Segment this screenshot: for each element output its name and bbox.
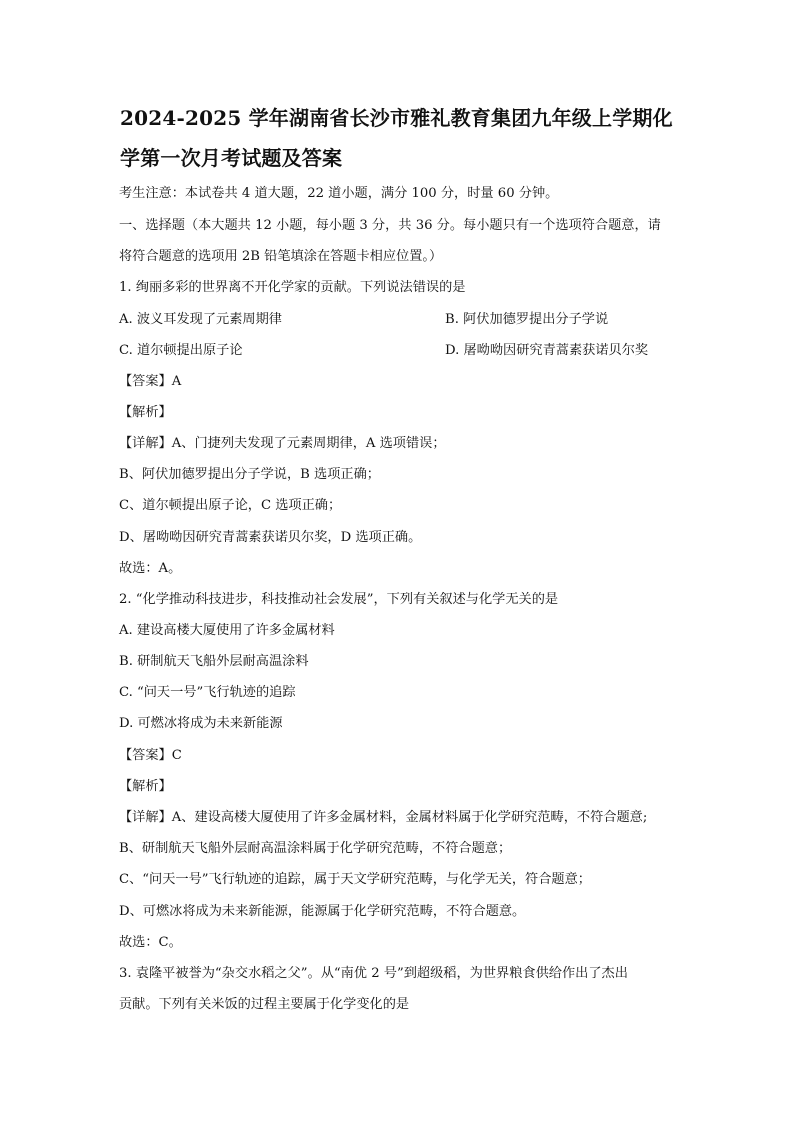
- question-2-choice: 故选：C。: [119, 935, 182, 950]
- question-2-detail: 【详解】A、建设高楼大厦使用了许多金属材料，金属材料属于化学研究范畴，不符合题意;: [119, 810, 648, 825]
- question-1-explain-d: D、屠呦呦因研究青蒿素获诺贝尔奖，D 选项正确。: [119, 530, 422, 545]
- question-1-choice: 故选：A。: [119, 561, 182, 576]
- question-1-stem: 1. 绚丽多彩的世界离不开化学家的贡献。下列说法错误的是: [119, 280, 466, 295]
- question-1-option-a: A. 波义耳发现了元素周期律: [119, 312, 282, 327]
- question-2-option-d: D. 可燃冰将成为未来新能源: [119, 716, 283, 731]
- question-1-analysis-label: 【解析】: [119, 405, 172, 420]
- question-1-answer: 【答案】A: [119, 374, 182, 389]
- question-1-explain-b: B、阿伏加德罗提出分子学说，B 选项正确；: [119, 467, 380, 482]
- question-1-explain-c: C、道尔顿提出原子论，C 选项正确；: [119, 498, 342, 513]
- question-2-stem: 2. “化学推动科技进步，科技推动社会发展”，下列有关叙述与化学无关的是: [119, 592, 559, 607]
- question-2-option-b: B. 研制航天飞船外层耐高温涂料: [119, 654, 309, 669]
- question-1-option-b: B. 阿伏加德罗提出分子学说: [445, 312, 609, 327]
- question-2-option-a: A. 建设高楼大厦使用了许多金属材料: [119, 623, 335, 638]
- question-3-stem-line-1: 3. 袁隆平被誉为“杂交水稻之父”。从“南优 2 号”到超级稻，为世界粮食供给作出了杰出: [119, 966, 628, 981]
- question-2-analysis-label: 【解析】: [119, 779, 172, 794]
- document-title-line-2: 学第一次月考试题及答案: [120, 146, 343, 170]
- question-1-detail: 【详解】A、门捷列夫发现了元素周期律，A 选项错误；: [119, 436, 446, 451]
- question-1-option-c: C. 道尔顿提出原子论: [119, 343, 243, 358]
- question-2-option-c: C. “问天一号”飞行轨迹的追踪: [119, 685, 296, 700]
- exam-notice: 考生注意：本试卷共 4 道大题，22 道小题，满分 100 分，时量 60 分钟。: [119, 186, 559, 201]
- question-3-stem-line-2: 贡献。下列有关米饭的过程主要属于化学变化的是: [119, 997, 410, 1012]
- question-2-explain-c: C、“问天一号”飞行轨迹的追踪，属于天文学研究范畴，与化学无关，符合题意；: [119, 872, 591, 887]
- question-1-option-d: D. 屠呦呦因研究青蒿素获诺贝尔奖: [445, 343, 649, 358]
- question-2-explain-b: B、研制航天飞船外层耐高温涂料属于化学研究范畴，不符合题意；: [119, 841, 512, 856]
- document-title-line-1: 2024-2025 学年湖南省长沙市雅礼教育集团九年级上学期化: [120, 106, 673, 130]
- section-heading-line-2: 将符合题意的选项用 2B 铅笔填涂在答题卡相应位置。）: [119, 249, 443, 264]
- question-2-explain-d: D、可燃冰将成为未来新能源，能源属于化学研究范畴，不符合题意。: [119, 904, 526, 919]
- question-2-answer: 【答案】C: [119, 748, 182, 763]
- section-heading-line-1: 一、选择题（本大题共 12 小题，每小题 3 分，共 36 分。每小题只有一个选项符合题意，请: [119, 218, 661, 233]
